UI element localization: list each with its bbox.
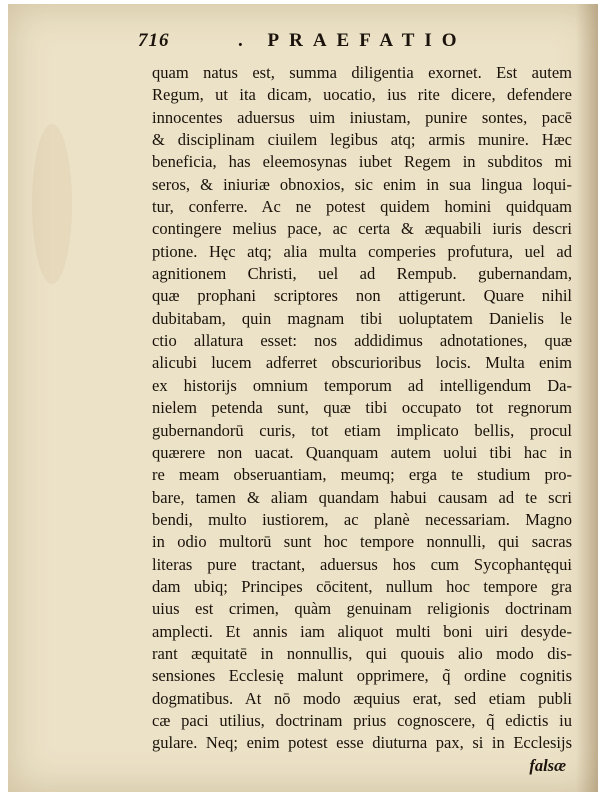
text-line: bare, tamen & aliam quandam habui causam ad te scri [152,487,572,507]
text-line: re meam obseruantiam, meumq; erga te studium pro- [152,465,572,485]
text-line: agnitionem Christi, uel ad Rempub. gubernandam, [152,264,572,284]
text-line: & disciplinam ciuilem legibus atq; armis munire. Hæc [152,130,572,150]
text-line: quæ prophani scriptores non attigerunt. Quare nihil [152,286,572,306]
text-line: dogmatibus. At nō modo æquius erat, sed etiam publi [152,688,572,708]
text-line: rant æquitatē in nonnullis, qui quouis alio modo dis- [152,643,572,663]
text-line: seros, & iniuriæ obnoxios, sic enim in sua lingua loqui- [152,174,572,194]
text-line: ex historijs omnium temporum ad intelligendum Da- [152,375,572,395]
text-line: literas pure tractant, aduersus hos cum Sycophantęqui [152,554,572,574]
text-line: beneficia, has eleemosynas iubet Regem in subditos mi [152,152,572,172]
text-line: quærere non uacat. Quanquam autem uolui tibi hac in [152,442,572,462]
page-gutter-shadow [576,4,598,792]
text-line: Regum, ut ita dicam, uocatio, ius rite dicere, defendere [152,85,572,105]
text-line: in odio multorū sunt hoc tempore nonnulli, qui sacras [152,532,572,552]
text-line: cæ paci utilius, doctrinam prius cognoscere, q̃ edictis iu [152,710,572,730]
text-line: gulare. Neq; enim potest esse diuturna pax, si in Ecclesijs [152,733,572,753]
text-line: contingere melius pace, ac certa & æquabili iuris descri [152,219,572,239]
text-line: nielem petenda sunt, quæ tibi occupato tot regnorum [152,398,572,418]
page-number: 716 [138,30,170,51]
page-header [138,28,558,58]
text-line: quam natus est, summa diligentia exornet. Est autem [152,63,572,82]
catchword: falsæ [529,755,566,775]
text-line: bendi, multo iustiorem, ac planè necessariam. Magno [152,509,572,529]
paper-stain [32,124,72,284]
text-line: uius est crimen, quàm genuinam religionis doctrinam [152,599,572,619]
running-title: . PRAEFATIO [238,30,467,51]
text-line: sensiones Ecclesię malunt opprimere, q̃ ordine cognitis [152,666,572,686]
text-line: dubitabam, quin magnam tibi uoluptatem Danielis le [152,308,572,328]
text-line: amplecti. Et annis iam aliquot multi boni uiri desyde- [152,621,572,641]
text-line: gubernandorū curis, tot etiam implicato bellis, procul [152,420,572,440]
text-line: dam ubiq; Principes cōcitent, nullum hoc tempore gra [152,576,572,596]
text-line: alicubi lucem adferret obscurioribus locis. Multa enim [152,353,572,373]
text-line: ctio allatura esset: nos addidimus adnotationes, quæ [152,331,572,351]
text-line: innocentes aduersus uim iniustam, punire sontes, pacē [152,107,572,127]
text-line: ptione. Hęc atq; alia multa comperies profutura, uel ad [152,241,572,261]
text-line: tur, conferre. Ac ne potest quidem homini quidquam [152,197,572,217]
body-text [152,62,572,777]
